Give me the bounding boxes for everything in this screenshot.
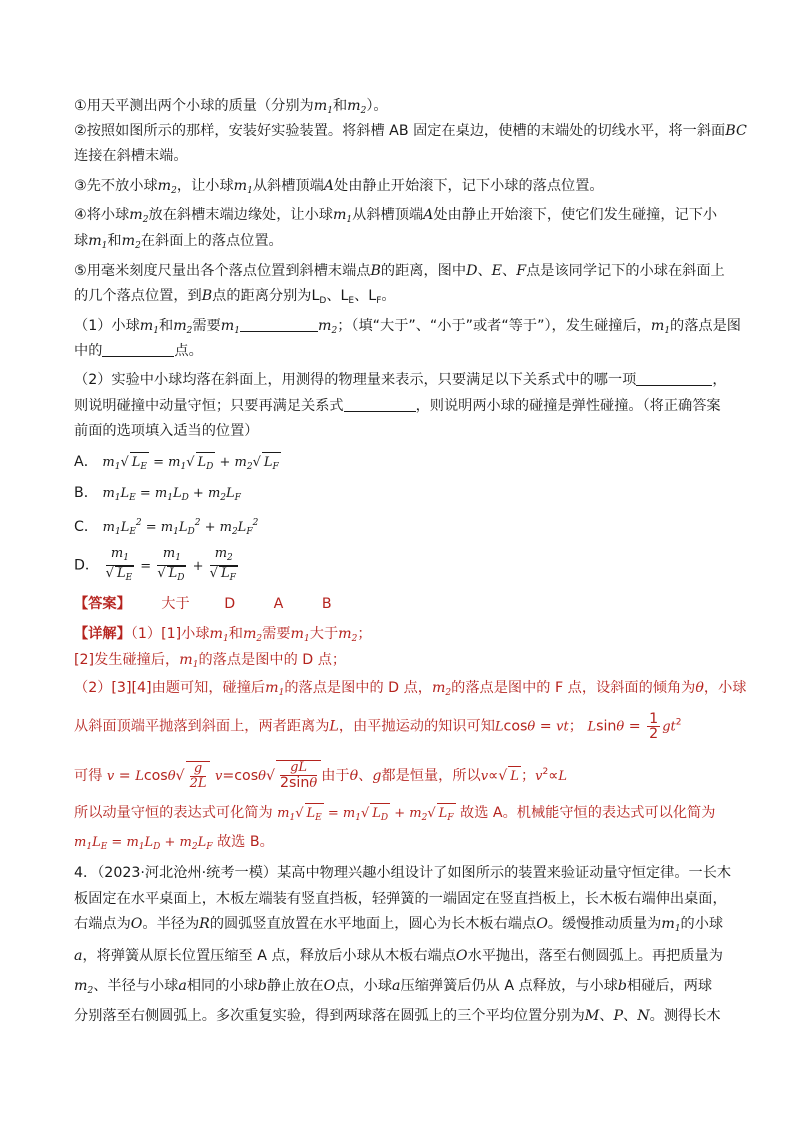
- question-2-line-2: 则说明碰撞中动量守恒；只要再满足关系式 ，则说明两小球的碰撞是弹性碰撞。（将正确答案: [74, 398, 721, 414]
- question-2-line-3: 前面的选项填入适当的位置）: [74, 423, 259, 439]
- detail-line-4: 从斜面顶端平抛落到斜面上，两者距离为L，由平抛运动的知识可知Lcosθ = vt； Lsinθ = $\frac{1}{2}$ $gt^2$: [74, 711, 682, 742]
- detail-line-1: 【详解】（1）[1]小球$m_1$和$m_2$需要$m_1$大于$m_2$；: [74, 626, 372, 644]
- problem-4-line-6: 分别落至右侧圆弧上。多次重复实验，得到两球落在圆弧上的三个平均位置分别为M、P、N。测得长木: [74, 1008, 721, 1024]
- answer-blank-3: [636, 371, 712, 386]
- problem-4-line-5: $m_2$、半径与小球a相同的小球b静止放在O点，小球a压缩弹簧后仍从 A 点释放，与小球b相碰后，两球: [74, 978, 713, 996]
- problem-4-line-2: 板固定在水平桌面上，木板左端装有竖直挡板，轻弹簧的一端固定在竖直挡板上，长木板右端伸出桌面，: [74, 891, 727, 907]
- option-d: D． $\frac{m_1}{√ L_E}$ = $\frac{m_1}{√ L_D}$ + $\frac{m_2}{√ L_F}$: [74, 546, 236, 583]
- detail-line-3: （2）[3][4]由题可知，碰撞后$m_1$的落点是图中的 D 点，$m_2$的落点是图中的 F 点，设斜面的倾角为θ，小球: [74, 680, 747, 698]
- problem-4-line-3: 右端点为O。半径为R的圆弧竖直放置在水平地面上，圆心为长木板右端点O。缓慢推动质量为$m_1$的小球: [74, 916, 724, 934]
- answer-blank-2: [102, 342, 174, 357]
- question-2-line-1: （2）实验中小球均落在斜面上，用测得的物理量来表示，只要满足以下关系式中的哪一项 ，: [74, 372, 727, 388]
- step-4-line-1: ④将小球$m_2$放在斜槽末端边缘处，让小球$m_1$从斜槽顶端A处由静止开始滚下，使它们发生碰撞，记下小: [74, 207, 718, 225]
- option-c: C． $m_1L_E^2 = m_1L_D^2 + m_2L_F^2$: [74, 518, 259, 537]
- answer-blank-4: [344, 397, 416, 412]
- question-1-line-2: 中的 点。: [74, 343, 203, 359]
- problem-4-line-1: 4．（2023·河北沧州·统考一模）某高中物理兴趣小组设计了如图所示的装置来验证动量守恒定律。一长木: [74, 865, 732, 881]
- answer-blank-1: [240, 317, 318, 332]
- step-2-line-1: ②按照如图所示的那样，安装好实验装置。将斜槽 AB 固定在桌边，使槽的末端处的切线水平，将一斜面BC: [74, 123, 747, 139]
- detail-line-6: 所以动量守恒的表达式可化简为 $m_1√$ $L_E = m_1√$ $L_D + m_2√$ $L_F$ 故选 A。机械能守恒的表达式可以化简为: [74, 803, 722, 828]
- step-3: ③先不放小球$m_2$，让小球$m_1$从斜槽顶端A处由静止开始滚下，记下小球的落点位置。: [74, 178, 604, 196]
- problem-4-line-4: a，将弹簧从原长位置压缩至 A 点，释放后小球从木板右端点O水平抛出，落至右侧圆弧上。再把质量为: [74, 948, 723, 964]
- question-1-line-1: （1）小球$m_1$和$m_2$需要$m_1$ $m_2$；（填“大于”、“小于”或者“等于”），发生碰撞后，$m_1$的落点是图: [74, 318, 741, 336]
- step-4-line-2: 球$m_1$和$m_2$在斜面上的落点位置。: [74, 233, 283, 251]
- option-b: B． $m_1L_E = m_1L_D + m_2L_F$: [74, 485, 241, 503]
- answer-line: 【答案】 大于 D A B: [74, 596, 332, 612]
- step-5-line-2: 的几个落点位置，到B点的距离分别为$L_D$、$L_E$、$L_F$。: [74, 288, 396, 306]
- detail-line-2: [2]发生碰撞后，$m_1$的落点是图中的 D 点；: [74, 652, 347, 670]
- option-a: A． $m_1√$ $L_E = m_1√$ $L_D + m_2√$ $L_F$: [74, 452, 722, 477]
- detail-line-7: $m_1L_E = m_1L_D + m_2L_F$ 故选 B。: [74, 834, 274, 852]
- step-1: ①用天平测出两个小球的质量（分别为$m_1$和$m_2$）。: [74, 98, 388, 116]
- detail-line-5: 可得 v = Lcosθ√ $\frac{g}{2L}$ v=cosθ√ $\frac{gL}{2\sin\theta}$ 由于θ、g都是恒量，所以v∝√ L ；$v^2\propto L$: [74, 760, 568, 791]
- step-5-line-1: ⑤用毫米刻度尺量出各个落点位置到斜槽末端点B的距离，图中D、E、F点是该同学记下的小球在斜面上: [74, 263, 725, 279]
- step-2-line-2: 连接在斜槽末端。: [74, 148, 188, 164]
